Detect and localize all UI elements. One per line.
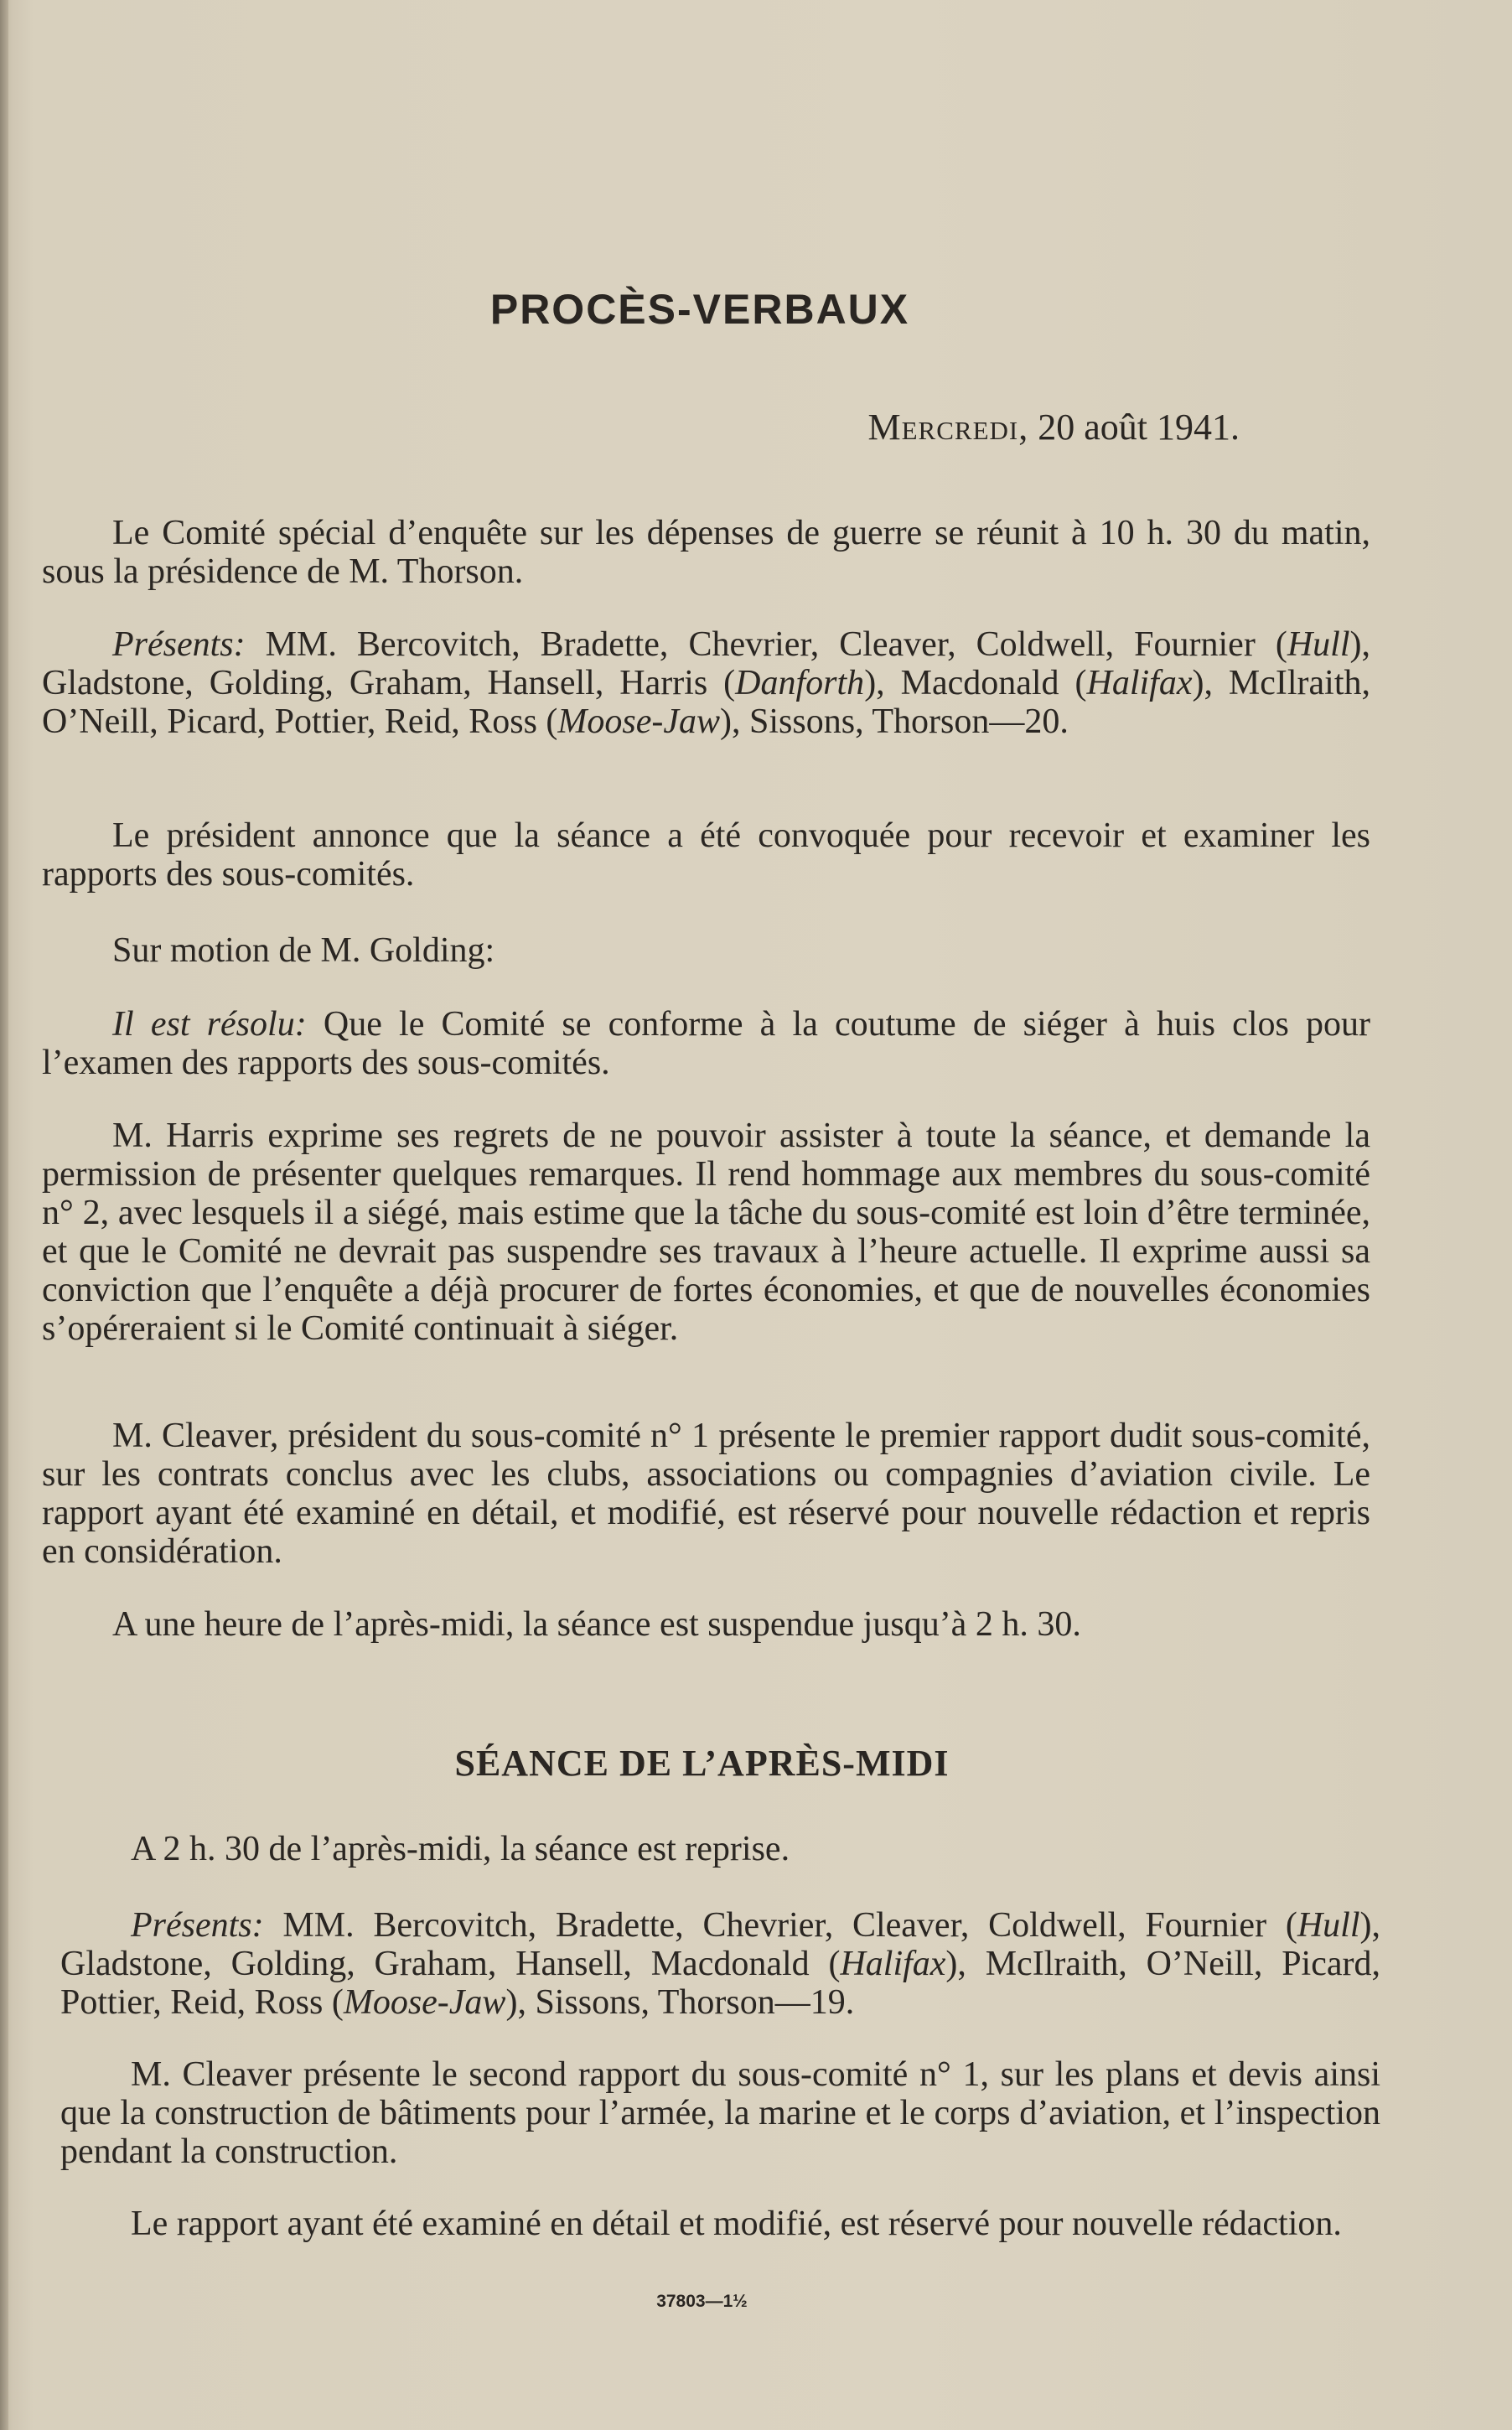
paragraph-opening: Le Comité spécial d’enquête sur les dépenses de guerre se réunit à 10 h. 30 du matin, sous la présidence de M. Thorson. bbox=[42, 514, 1370, 591]
attendance-text: MM. Bercovitch, Bradette, Chevrier, Cleaver, Coldwell, Fournier ( bbox=[245, 625, 1287, 664]
meeting-date bbox=[867, 406, 1240, 448]
paragraph-motion: Sur motion de M. Golding: bbox=[112, 931, 495, 970]
riding-name: Moose-Jaw bbox=[343, 1983, 506, 2022]
attendance-text: ), McIlraith, O’Neill, Picard, Pottier, Reid, Ross ( bbox=[42, 664, 1370, 741]
riding-name: Danforth bbox=[735, 664, 865, 702]
section-heading-afternoon: SÉANCE DE L’APRÈS-MIDI bbox=[454, 1743, 950, 1784]
paragraph-resumption: A 2 h. 30 de l’après-midi, la séance est reprise. bbox=[131, 1830, 790, 1868]
paragraph-attendance-morning bbox=[42, 625, 1370, 741]
riding-name: Hull bbox=[1297, 1906, 1360, 1945]
resolution-label: Il est résolu: bbox=[112, 1005, 307, 1044]
attendance-label: Présents: bbox=[112, 625, 246, 664]
attendance-text: ), Gladstone, Golding, Graham, Hansell, Harris ( bbox=[42, 625, 1370, 702]
resolution-text: Que le Comité se conforme à la coutume de siéger à huis clos pour l’examen des rapports des sous-comités. bbox=[42, 1005, 1371, 1082]
paragraph-harris-remarks: M. Harris exprime ses regrets de ne pouvoir assister à toute la séance, et demande la permission de présenter quelques remarques. Il rend hommage aux membres du sous-comité n° 2, avec lesquels il a siégé, mais estime que la tâche du sous-comité est loin d’être terminée, et que le Comité ne devrait pas suspendre ses travaux à l’heure actuelle. Il exprime aussi sa conviction que l’enquête a déjà procurer de fortes économies, et que de nouvelles économies s’opéreraient si le Comité continuait à siéger. bbox=[42, 1117, 1370, 1348]
paragraph-resolution bbox=[42, 1005, 1370, 1082]
date-weekday: Mercredi, bbox=[867, 407, 1029, 448]
attendance-text: ), Sissons, Thorson—19. bbox=[505, 1983, 855, 2022]
paragraph-cleaver-first-report: M. Cleaver, président du sous-comité n° 1 présente le premier rapport dudit sous-comité, sur les contrats conclus avec les clubs, associations ou compagnies d’aviation civile. Le rapport ayant été examiné en détail, et modifié, est réservé pour nouvelle rédaction et repris en considération. bbox=[42, 1417, 1370, 1571]
paragraph-report-reserved: Le rapport ayant été examiné en détail et modifié, est réservé pour nouvelle rédaction. bbox=[131, 2205, 1342, 2243]
print-code: 37803—1½ bbox=[656, 2292, 748, 2311]
riding-name: Moose-Jaw bbox=[557, 702, 721, 741]
riding-name: Hull bbox=[1287, 625, 1350, 664]
paragraph-convocation: Le président annonce que la séance a été convoquée pour recevoir et examiner les rapports des sous-comités. bbox=[42, 816, 1370, 894]
paragraph-attendance-afternoon bbox=[60, 1906, 1380, 2022]
attendance-text: ), McIlraith, O’Neill, Picard, Pottier, Reid, Ross ( bbox=[60, 1945, 1380, 2022]
date-rest: 20 août 1941. bbox=[1028, 407, 1240, 448]
attendance-text: ), Gladstone, Golding, Graham, Hansell, Macdonald ( bbox=[60, 1906, 1380, 1983]
attendance-label: Présents: bbox=[131, 1906, 264, 1945]
riding-name: Halifax bbox=[840, 1945, 946, 1983]
attendance-text: MM. Bercovitch, Bradette, Chevrier, Cleaver, Coldwell, Fournier ( bbox=[263, 1906, 1297, 1945]
paragraph-adjournment: A une heure de l’après-midi, la séance est suspendue jusqu’à 2 h. 30. bbox=[112, 1605, 1081, 1644]
paragraph-cleaver-second-report: M. Cleaver présente le second rapport du sous-comité n° 1, sur les plans et devis ainsi que la construction de bâtiments pour l’armée, la marine et le corps d’aviation, et l’inspection pendant la construction. bbox=[60, 2055, 1380, 2171]
page-title: PROCÈS-VERBAUX bbox=[489, 286, 910, 333]
attendance-text: ), Macdonald ( bbox=[864, 664, 1087, 702]
riding-name: Halifax bbox=[1086, 664, 1193, 702]
attendance-text: ), Sissons, Thorson—20. bbox=[720, 702, 1069, 741]
